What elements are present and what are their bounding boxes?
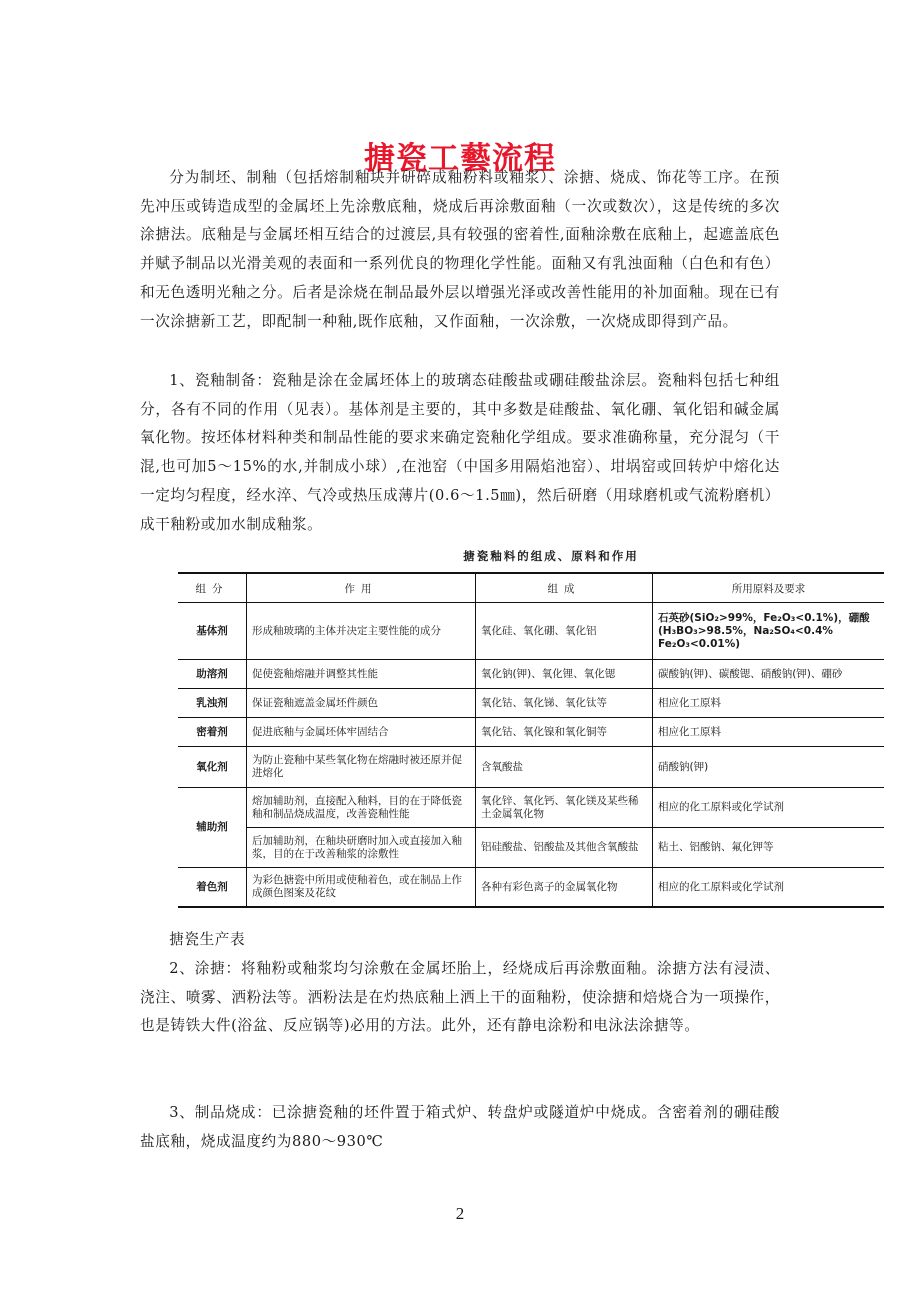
row-function: 促进底釉与金属坯体牢固结合 bbox=[247, 718, 476, 747]
row-composition: 含氧酸盐 bbox=[476, 747, 653, 788]
row-component: 基体剂 bbox=[178, 603, 247, 660]
row-raw-materials: 石英砂(SiO₂>99%，Fe₂O₃<0.1%)，硼酸 (H₃BO₃>98.5%，Na₂SO₄<0.4% Fe₂O₃<0.01%) bbox=[653, 603, 885, 660]
table-row bbox=[178, 660, 884, 689]
table-row bbox=[178, 868, 884, 908]
row-composition: 氧化钴、氧化镍和氧化铜等 bbox=[476, 718, 653, 747]
header-component: 组分 bbox=[195, 582, 229, 595]
row-function: 促使瓷釉熔融并调整其性能 bbox=[247, 660, 476, 689]
section-1-glaze-preparation bbox=[140, 367, 780, 539]
row-composition: 各种有彩色离子的金属氧化物 bbox=[476, 868, 653, 908]
row-raw-materials: 相应的化工原料或化学试剂 bbox=[653, 788, 885, 828]
row-raw-materials: 相应的化工原料或化学试剂 bbox=[653, 868, 885, 908]
row-composition: 铝硅酸盐、铝酸盐及其他含氧酸盐 bbox=[476, 828, 653, 868]
intro-text: 分为制坯、制釉（包括熔制釉块并研碎成釉粉料或釉浆）、涂搪、烧成、饰花等工序。在预先冲压或铸造成型的金属坯上先涂敷底釉，烧成后再涂敷面釉（一次或数次），这是传统的多次涂搪法。底釉是与金属坯相互结合的过渡层,具有较强的密着性,面釉涂敷在底釉上，起遮盖底色并赋予制品以光滑美观的表面和一系列优良的物理化学性能。面釉又有乳浊面釉（白色和有色）和无色透明光釉之分。后者是涂烧在制品最外层以增强光泽或改善性能用的补加面釉。现在已有一次涂搪新工艺，即配制一种釉,既作底釉，又作面釉，一次涂敷，一次烧成即得到产品。 bbox=[140, 169, 780, 330]
row-composition: 氧化锌、氧化钙、氧化镁及某些稀土金属氧化物 bbox=[476, 788, 653, 828]
row-component: 着色剂 bbox=[178, 868, 247, 908]
table-row bbox=[178, 689, 884, 718]
page-number: 2 bbox=[455, 1204, 465, 1223]
row-component: 助溶剂 bbox=[178, 660, 247, 689]
table-header-row bbox=[178, 573, 884, 603]
row-composition: 氧化钠(钾)、氧化锂、氧化锶 bbox=[476, 660, 653, 689]
section-2-coating bbox=[140, 955, 780, 1041]
row-function: 后加辅助剂，在釉块研磨时加入或直接加入釉浆，目的在于改善釉浆的涂敷性 bbox=[247, 828, 476, 868]
header-raw-materials: 所用原料及要求 bbox=[653, 573, 885, 603]
row-raw-materials: 碳酸钠(钾)、碳酸锶、硝酸钠(钾)、硼砂 bbox=[653, 660, 885, 689]
page-title: 搪瓷工藝流程 bbox=[364, 140, 556, 177]
table-title: 搪瓷釉料的组成、原料和作用 bbox=[463, 549, 639, 563]
row-raw-materials: 硝酸钠(钾) bbox=[653, 747, 885, 788]
row-function: 为防止瓷釉中某些氧化物在熔融时被还原并促进熔化 bbox=[247, 747, 476, 788]
row-raw-materials: 相应化工原料 bbox=[653, 689, 885, 718]
table-row bbox=[178, 828, 884, 868]
section-1-text: 1、瓷釉制备：瓷釉是涂在金属坯体上的玻璃态硅酸盐或硼硅酸盐涂层。瓷釉料包括七种组分，各有不同的作用（见表）。基体剂是主要的，其中多数是硅酸盐、氧化硼、氧化铝和碱金属氧化物。按坯体材料种类和制品性能的要求来确定瓷釉化学组成。要求准确称量，充分混匀（干混,也可加5～15%的水,并制成小球）,在池窑（中国多用隔焰池窑）、坩埚窑或回转炉中熔化达一定均匀程度，经水淬、气冷或热压成薄片(0.6～1.5㎜)，然后研磨（用球磨机或气流粉磨机）成干釉粉或加水制成釉浆。 bbox=[140, 372, 780, 533]
row-component: 辅助剂 bbox=[178, 788, 247, 868]
section-2-text: 2、涂搪：将釉粉或釉浆均匀涂敷在金属坯胎上，经烧成后再涂敷面釉。涂搪方法有浸渍、浇注、喷雾、洒粉法等。洒粉法是在灼热底釉上洒上干的面釉粉，使涂搪和焙烧合为一项操作，也是铸铁大件(浴盆、反应锅等)必用的方法。此外，还有静电涂粉和电泳法涂搪等。 bbox=[140, 960, 780, 1035]
row-function: 熔加辅助剂，直接配入釉料，目的在于降低瓷釉和制品烧成温度，改善瓷釉性能 bbox=[247, 788, 476, 828]
row-component: 乳浊剂 bbox=[178, 689, 247, 718]
header-composition: 组成 bbox=[476, 573, 653, 603]
section-3-text: 3、制品烧成：已涂搪瓷釉的坯件置于箱式炉、转盘炉或隧道炉中烧成。含密着剂的硼硅酸盐底釉，烧成温度约为880～930℃ bbox=[140, 1104, 780, 1150]
table-caption-block bbox=[140, 926, 780, 955]
row-component: 密着剂 bbox=[178, 718, 247, 747]
table-row bbox=[178, 603, 884, 660]
row-raw-materials: 粘土、铝酸钠、氟化钾等 bbox=[653, 828, 885, 868]
row-function: 为彩色搪瓷中所用或使釉着色，或在制品上作成颜色图案及花纹 bbox=[247, 868, 476, 908]
table-row bbox=[178, 747, 884, 788]
row-composition: 氧化钴、氧化锑、氧化钛等 bbox=[476, 689, 653, 718]
section-3-firing bbox=[140, 1099, 780, 1156]
table-caption: 搪瓷生产表 bbox=[169, 931, 246, 948]
header-function: 作用 bbox=[247, 573, 476, 603]
glaze-composition-table-figure bbox=[178, 548, 884, 908]
table-row bbox=[178, 718, 884, 747]
row-function: 形成釉玻璃的主体并决定主要性能的成分 bbox=[247, 603, 476, 660]
intro-paragraph bbox=[140, 164, 780, 336]
glaze-composition-table bbox=[178, 572, 884, 908]
row-raw-materials: 相应化工原料 bbox=[653, 718, 885, 747]
row-component: 氧化剂 bbox=[178, 747, 247, 788]
table-row bbox=[178, 788, 884, 828]
row-function: 保证瓷釉遮盖金属坯件颜色 bbox=[247, 689, 476, 718]
row-composition: 氧化硅、氧化硼、氧化铝 bbox=[476, 603, 653, 660]
